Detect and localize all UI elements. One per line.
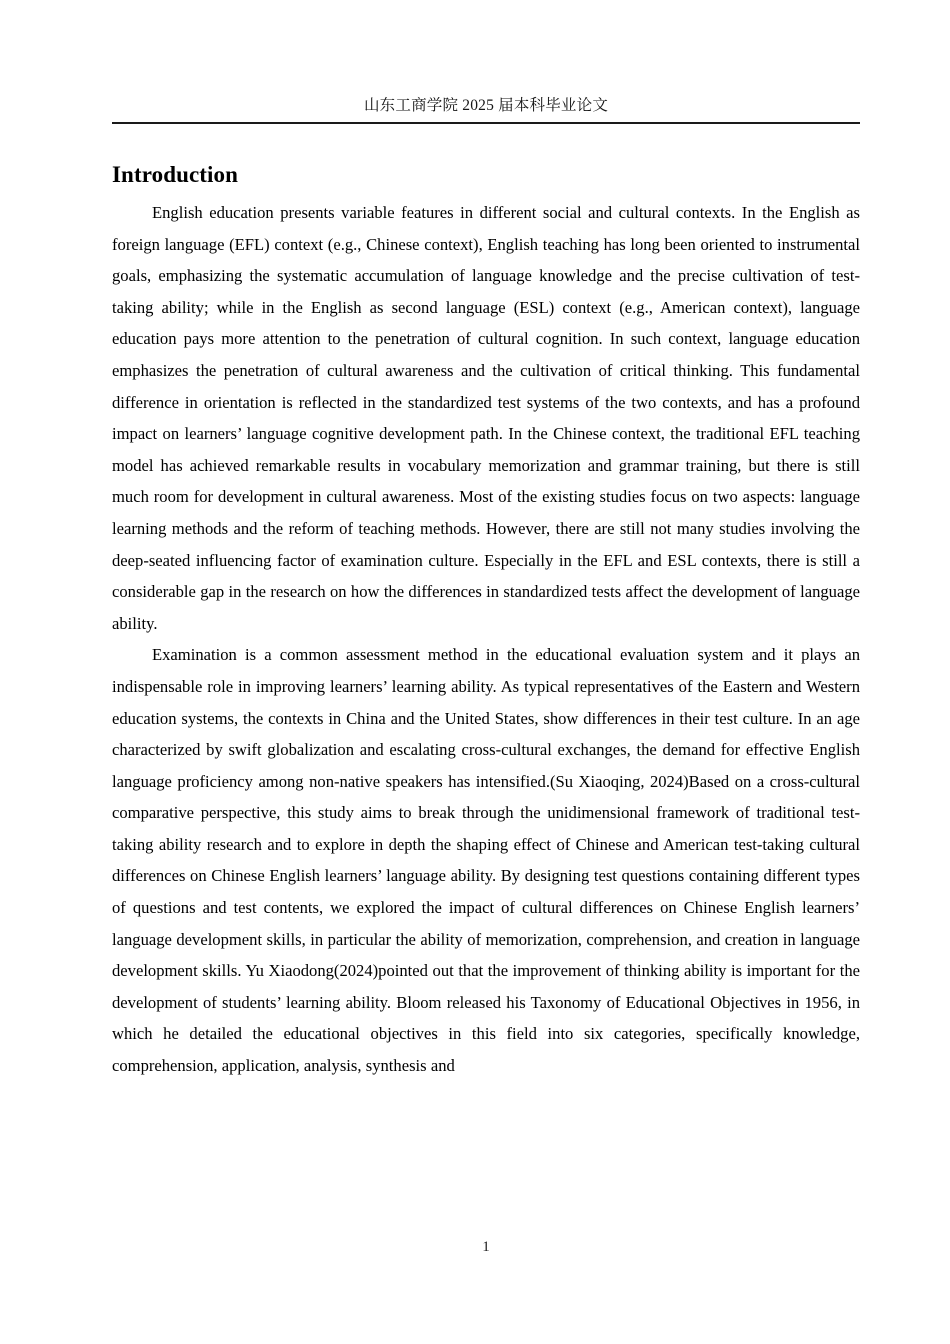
running-header-text: 山东工商学院 2025 届本科毕业论文 [363, 97, 609, 114]
body-paragraph: Examination is a common assessment method in the educational evaluation system and it plays an indispensable role in improving learners’ learning ability. As typical representatives of the Eastern and Western education systems, the contexts in China and the United States, show differences in their test culture. In an age characterized by swift globalization and escalating cross-cultural exchanges, the demand for effective English language proficiency among non-native speakers has intensified.(Su Xiaoqing, 2024)Based on a cross-cultural comparative perspective, this study aims to break through the unidimensional framework of traditional test-taking ability research and to explore in depth the shaping effect of Chinese and American test-taking cultural differences on Chinese English learners’ language ability. By designing test questions containing different types of questions and test contents, we explored the impact of cultural differences on Chinese English learners’ language development skills, in particular the ability of memorization, comprehension, and creation in language development skills. Yu Xiaodong(2024)pointed out that the improvement of thinking ability is important for the development of students’ learning ability. Bloom released his Taxonomy of Educational Objectives in 1956, in which he detailed the educational objectives in this field into six categories, specifically knowledge, comprehension, application, analysis, synthesis and [112, 645, 860, 1076]
page-number-footer: 1 [482, 1239, 490, 1255]
header-divider-rule [112, 122, 860, 124]
running-header [112, 96, 860, 116]
page-content [112, 160, 860, 1082]
body-paragraph: English education presents variable features in different social and cultural contexts. In the English as foreign language (EFL) context (e.g., Chinese context), English teaching has long been oriented to instrumental goals, emphasizing the systematic accumulation of language knowledge and the precise cultivation of test-taking ability; while in the English as second language (ESL) context (e.g., American context), language education pays more attention to the penetration of cultural cognition. In such context, language education emphasizes the penetration of cultural awareness and the cultivation of critical thinking. This fundamental difference in orientation is reflected in the standardized test systems of the two contexts, and has a profound impact on learners’ language cognitive development path. In the Chinese context, the traditional EFL teaching model has achieved remarkable results in vocabulary memorization and grammar training, but there is still much room for development in cultural awareness. Most of the existing studies focus on two aspects: language learning methods and the reform of teaching methods. However, there are still not many studies involving the deep-seated influencing factor of examination culture. Especially in the EFL and ESL contexts, there is still a considerable gap in the research on how the differences in standardized tests affect the development of language ability. [112, 203, 860, 633]
section-heading-introduction: Introduction [112, 162, 239, 187]
